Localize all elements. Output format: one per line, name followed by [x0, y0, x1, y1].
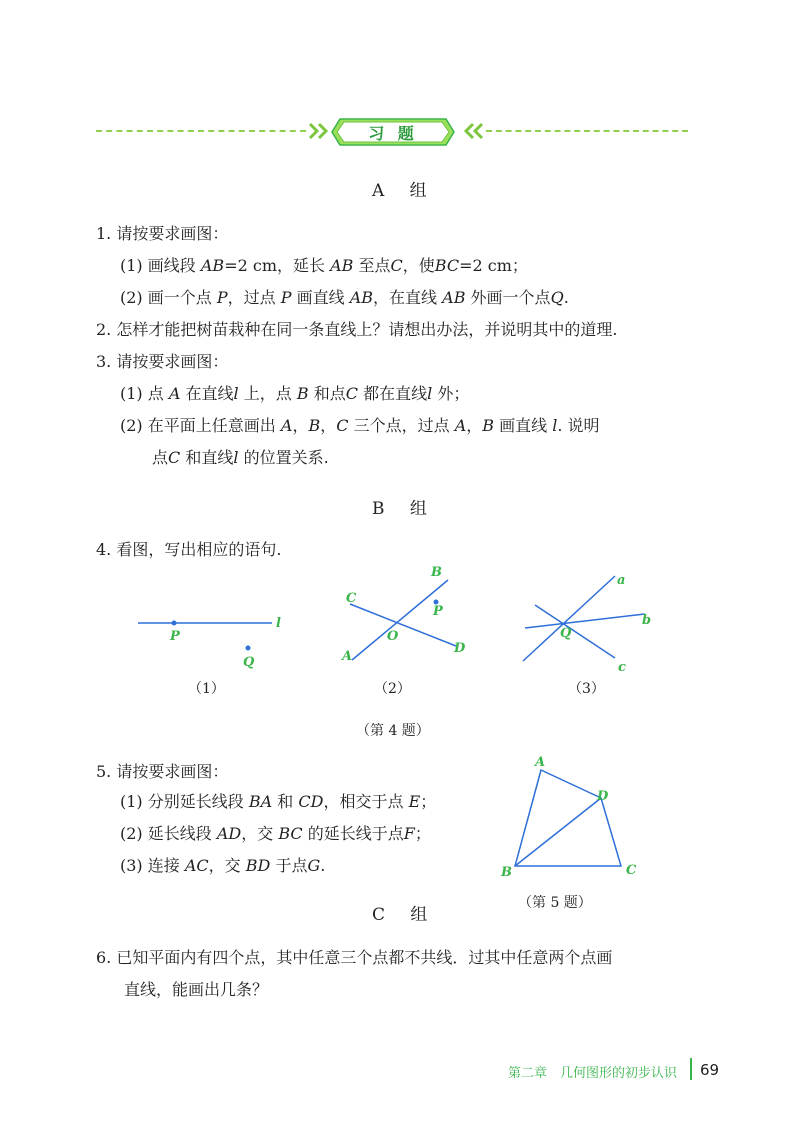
math-var: B	[482, 416, 495, 435]
text: 延长线段	[147, 824, 212, 843]
text: 在直线	[185, 384, 234, 403]
page-number: 69	[700, 1061, 720, 1079]
q4	[96, 540, 281, 560]
group-a-heading: A 组	[372, 181, 437, 201]
math-var: C	[345, 384, 358, 403]
header-left-dashes	[96, 130, 306, 132]
label-a: A	[535, 755, 546, 770]
point-p	[172, 621, 177, 626]
q3-sub1-number: (1)	[120, 384, 143, 403]
figure-4-3-caption: （3）	[568, 681, 605, 697]
text: ，	[320, 416, 337, 435]
segment-bd	[515, 798, 601, 866]
text: 和直线	[185, 448, 234, 467]
text: =2 cm；	[459, 256, 528, 275]
q1-stem	[96, 224, 228, 244]
label-p: P	[170, 629, 180, 644]
q1-sub2-number: (2)	[120, 288, 143, 307]
text: 上，点	[243, 384, 292, 403]
math-var: C	[168, 448, 181, 467]
q3-number: 3.	[96, 352, 112, 371]
text: 点	[147, 384, 164, 403]
math-var: A	[168, 384, 181, 403]
text: 画直线	[296, 288, 345, 307]
math-var: l	[552, 416, 558, 435]
label-c: C	[626, 863, 637, 878]
header-title: 习 题	[368, 124, 418, 143]
label-a: A	[342, 649, 353, 664]
math-var: G	[307, 856, 321, 875]
text: 分别延长线段	[147, 792, 244, 811]
text: 的延长线于点	[307, 824, 404, 843]
text: . 说明	[557, 416, 600, 435]
math-var: AB	[200, 256, 225, 275]
text: 点	[152, 448, 169, 467]
q2-text: 怎样才能把树苗栽种在同一条直线上？请想出办法，并说明其中的道理.	[116, 320, 618, 339]
q6-line2: 直线，能画出几条？	[124, 980, 269, 999]
q3-sub1	[120, 384, 469, 404]
math-var: AD	[216, 824, 242, 843]
text: 画一个点	[147, 288, 212, 307]
text: ，相交于点	[323, 792, 404, 811]
q1-stem-text: 请按要求画图：	[116, 224, 229, 243]
q5-stem	[96, 762, 228, 782]
q5-sub2	[120, 824, 431, 844]
q6-text-line1: 已知平面内有四个点，其中任意三个点都不共线．过其中任意两个点画	[116, 948, 613, 967]
q3-stem	[96, 352, 228, 372]
text: 连接	[147, 856, 180, 875]
text: ；	[420, 792, 437, 811]
line-b	[525, 614, 645, 628]
footer-chapter: 第二章 几何图形的初步认识	[508, 1066, 678, 1081]
footer-divider	[690, 1058, 692, 1080]
q5-sub1-number: (1)	[120, 792, 143, 811]
label-o: O	[387, 629, 399, 644]
label-q: Q	[243, 655, 255, 670]
label-b: B	[431, 565, 442, 580]
text: 都在直线	[363, 384, 428, 403]
math-var: BA	[248, 792, 273, 811]
text: 至点	[358, 256, 391, 275]
text: ，	[292, 416, 309, 435]
q2-number: 2.	[96, 320, 112, 339]
point-q	[246, 646, 251, 651]
label-d: D	[454, 641, 466, 656]
label-b: B	[501, 865, 512, 880]
q1-sub1-number: (1)	[120, 256, 143, 275]
text: 和	[277, 792, 294, 811]
text: ，过点	[227, 288, 276, 307]
group-c-heading: C 组	[372, 905, 438, 925]
math-var: P	[280, 288, 292, 307]
q5-stem-text: 请按要求画图：	[116, 762, 229, 781]
label-d: D	[597, 789, 609, 804]
text: ，交	[241, 824, 274, 843]
math-var: BC	[434, 256, 460, 275]
figure-4-1	[130, 600, 300, 675]
q4-number: 4.	[96, 540, 112, 559]
math-var: BD	[245, 856, 271, 875]
math-var: F	[403, 824, 415, 843]
q5-number: 5.	[96, 762, 112, 781]
q3-sub2	[120, 416, 600, 436]
text: ，交	[208, 856, 241, 875]
text: 和点	[313, 384, 346, 403]
math-var: B	[308, 416, 321, 435]
figure-5	[495, 750, 655, 885]
math-var: Q	[550, 288, 564, 307]
text: =2 cm，延长	[224, 256, 325, 275]
math-var: l	[233, 384, 239, 403]
quadrilateral-abcd	[515, 770, 621, 866]
math-var: BC	[278, 824, 303, 843]
label-a: a	[617, 573, 626, 588]
label-b: b	[642, 613, 652, 628]
text: ，	[466, 416, 483, 435]
math-var: P	[216, 288, 228, 307]
header-right-dashes	[486, 130, 688, 132]
label-l: l	[276, 616, 281, 631]
math-var: C	[336, 416, 349, 435]
text: ；	[414, 824, 431, 843]
math-var: AB	[349, 288, 374, 307]
math-var: l	[233, 448, 239, 467]
text: ，在直线	[373, 288, 438, 307]
text: ，使	[402, 256, 435, 275]
group-b-heading: B 组	[372, 499, 437, 519]
header-right-chevrons	[456, 120, 486, 146]
math-var: l	[427, 384, 433, 403]
figure-4-3	[515, 570, 665, 680]
math-var: CD	[298, 792, 324, 811]
label-c: c	[618, 660, 626, 675]
figure-4-2	[330, 560, 480, 670]
q1-number: 1.	[96, 224, 112, 243]
q2	[96, 320, 617, 340]
text: 在平面上任意画出	[147, 416, 276, 435]
math-var: A	[280, 416, 293, 435]
math-var: AC	[184, 856, 209, 875]
math-var: C	[390, 256, 403, 275]
q4-text: 看图，写出相应的语句.	[116, 540, 282, 559]
math-var: E	[408, 792, 421, 811]
q1-sub2	[120, 288, 569, 308]
text: .	[563, 288, 569, 307]
text: 外画一个点	[470, 288, 551, 307]
figure-4-1-caption: （1）	[188, 681, 225, 697]
q3-sub2-continued	[152, 448, 329, 468]
math-var: AB	[442, 288, 466, 307]
math-var: B	[296, 384, 309, 403]
text: 外；	[437, 384, 470, 403]
line-ab	[352, 580, 448, 660]
text: 三个点，过点	[353, 416, 450, 435]
q6-number: 6.	[96, 948, 112, 967]
q1-sub1	[120, 256, 528, 276]
text: .	[320, 856, 326, 875]
label-p: P	[433, 604, 443, 619]
q5-sub2-number: (2)	[120, 824, 143, 843]
text: 于点	[275, 856, 308, 875]
q3-stem-text: 请按要求画图：	[116, 352, 229, 371]
figure-4-caption: （第 4 题）	[356, 723, 430, 739]
text: 画线段	[147, 256, 196, 275]
figure-5-caption: （第 5 题）	[518, 895, 592, 911]
q6-line1	[96, 948, 612, 968]
q5-sub1	[120, 792, 436, 812]
math-var: AB	[330, 256, 354, 275]
label-c: C	[346, 591, 357, 606]
text: 画直线	[499, 416, 548, 435]
q3-sub2-number: (2)	[120, 416, 143, 435]
q5-sub3-number: (3)	[120, 856, 143, 875]
text: 的位置关系.	[243, 448, 329, 467]
figure-4-2-caption: （2）	[374, 681, 411, 697]
q5-sub3	[120, 856, 325, 876]
label-q: Q	[560, 626, 572, 641]
math-var: A	[454, 416, 467, 435]
